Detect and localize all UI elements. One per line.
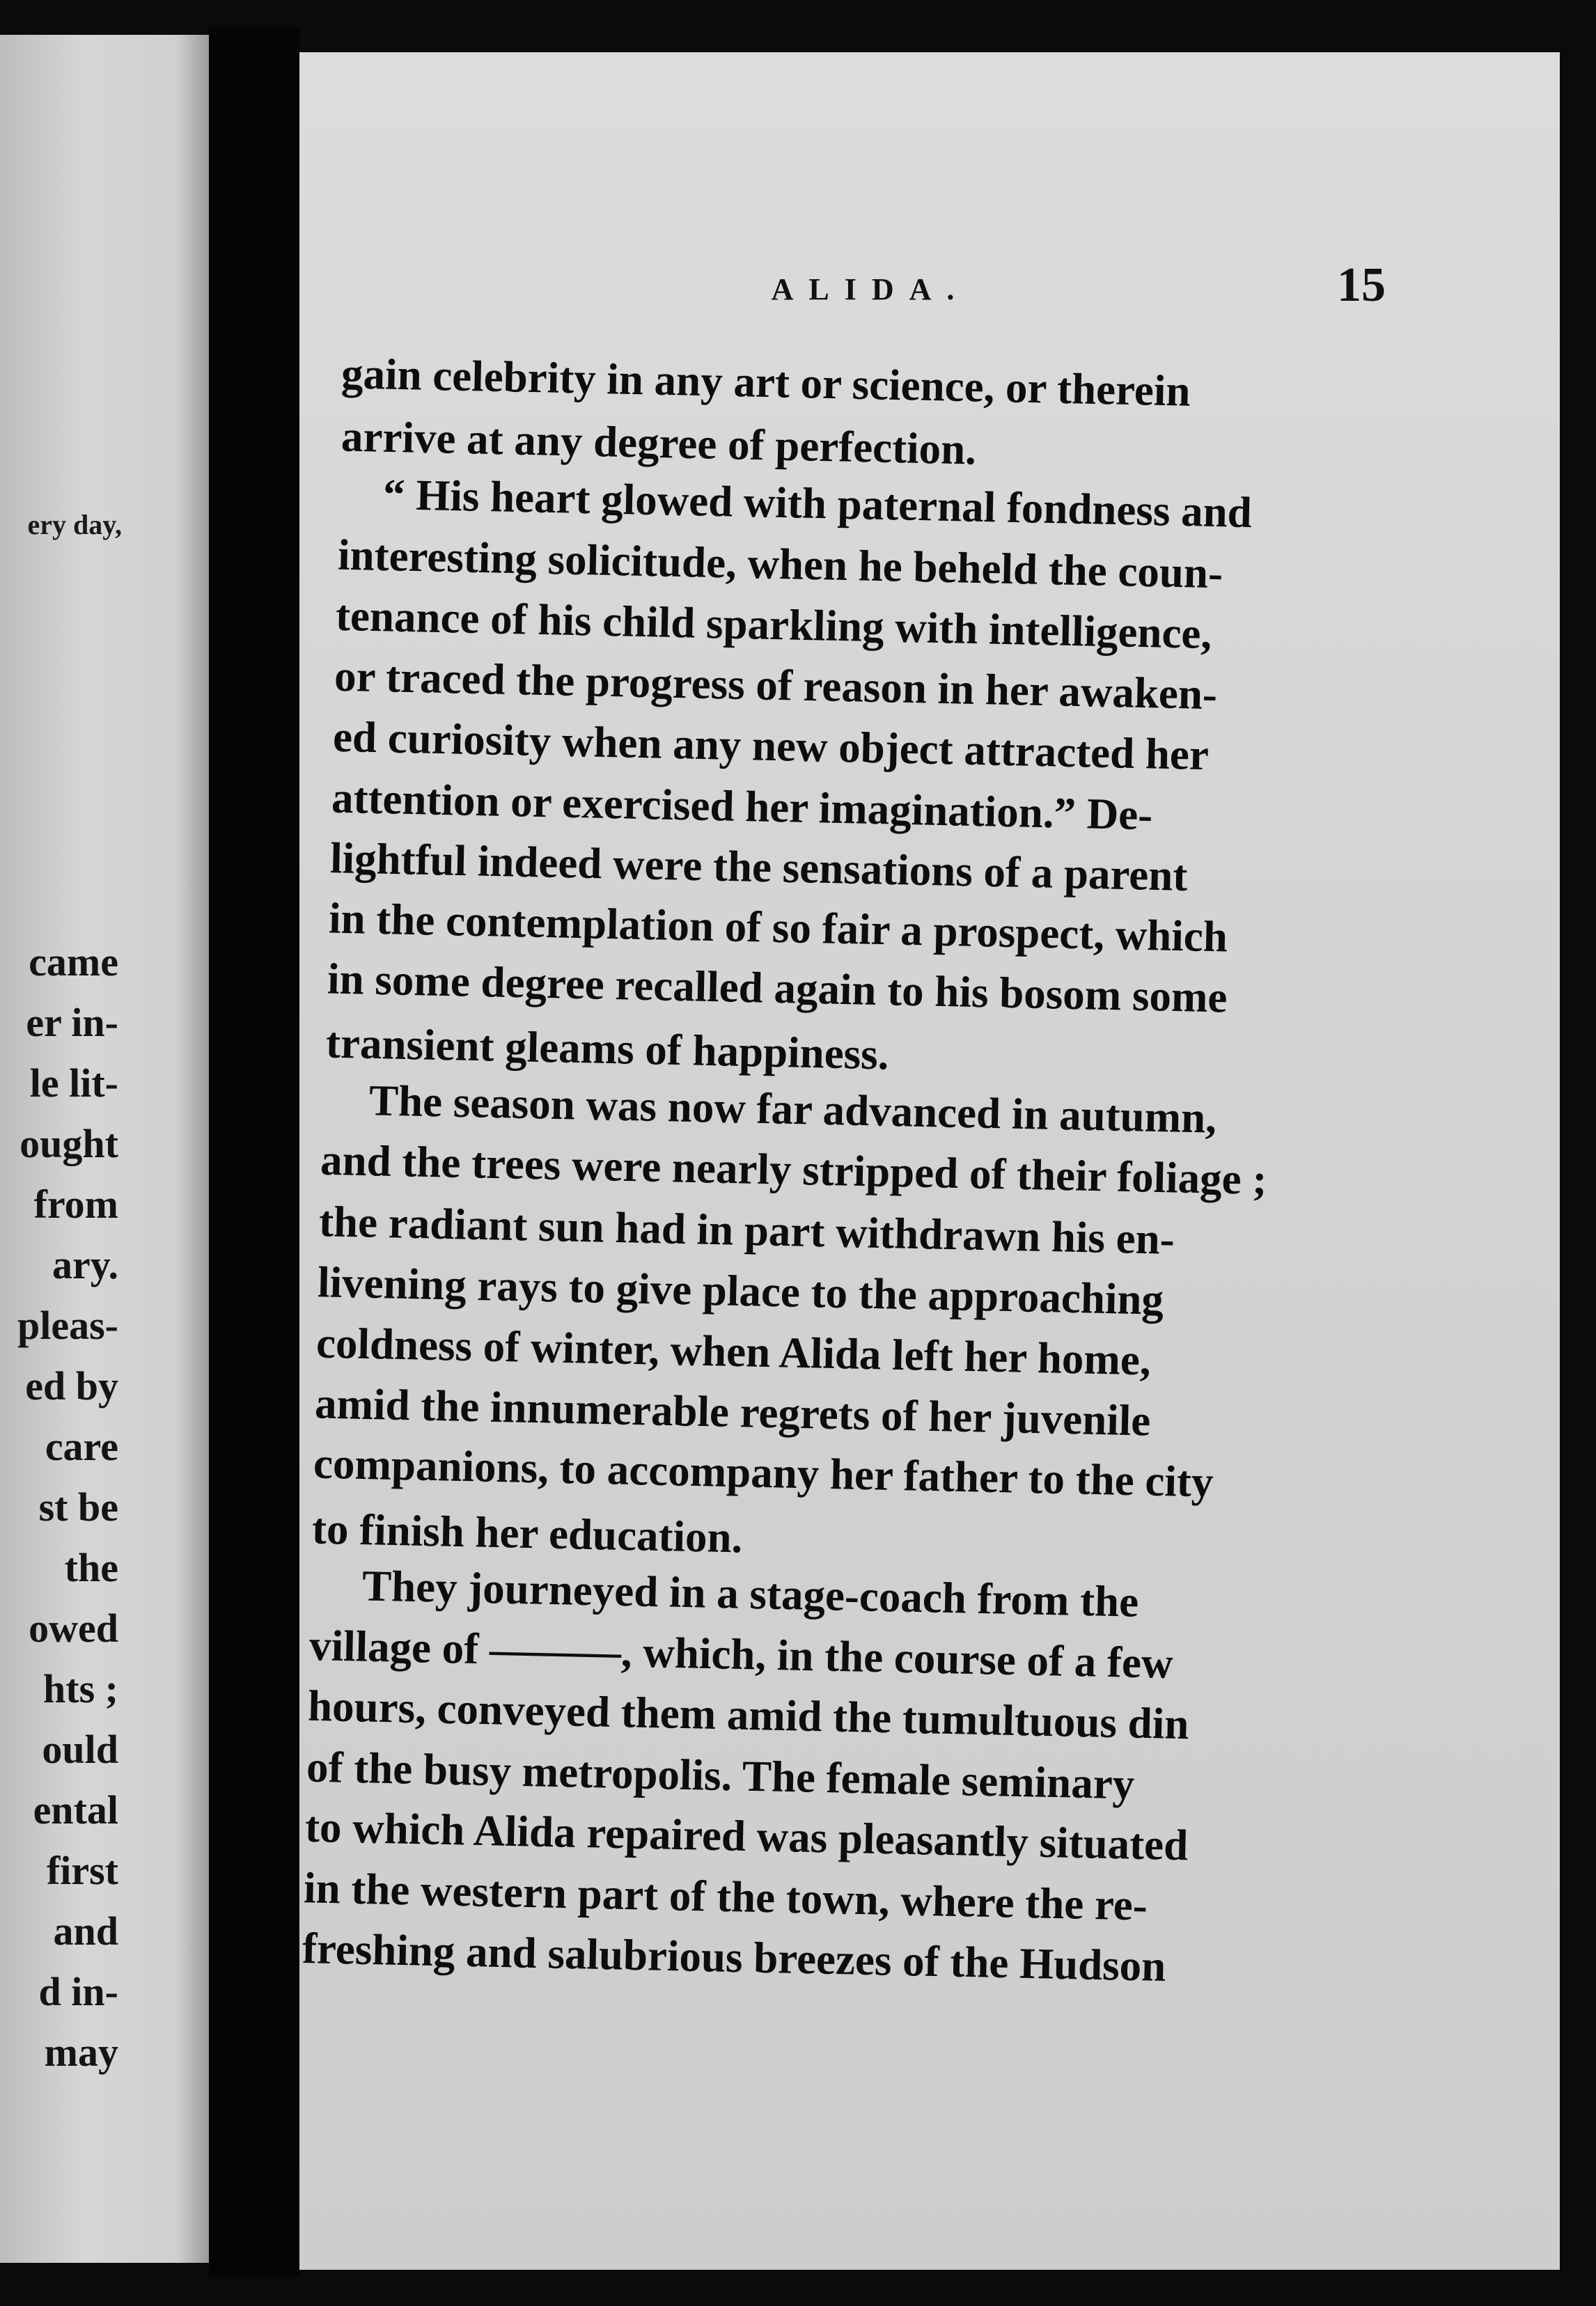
- left-page-fragment: er in-: [26, 1000, 118, 1045]
- left-page-fragment: hts ;: [43, 1666, 118, 1711]
- right-page: [299, 52, 1560, 2270]
- body-text-line: or traced the progress of reason in her awaken-: [334, 651, 1218, 719]
- left-page-fragment: ed by: [25, 1363, 118, 1409]
- left-page-fragment: owed: [29, 1606, 118, 1651]
- body-text-line: hours, conveyed them amid the tumultuous din: [307, 1681, 1190, 1749]
- body-text-line: transient gleams of happiness.: [325, 1018, 890, 1079]
- left-page-fragment: came: [29, 939, 118, 985]
- left-page: [0, 35, 209, 2263]
- body-text-line: to which Alida repaired was pleasantly situated: [304, 1802, 1189, 1870]
- body-text-line: interesting solicitude, when he beheld the coun-: [337, 530, 1223, 598]
- body-text-line: companions, to accompany her father to the city: [313, 1438, 1214, 1507]
- left-page-fragment: pleas-: [17, 1303, 118, 1348]
- body-text-line: in the contemplation of so fair a prospect, which: [328, 893, 1228, 962]
- body-text-line: tenance of his child sparkling with intelligence,: [335, 590, 1212, 659]
- body-text-line: “ His heart glowed with paternal fondness and: [382, 469, 1253, 538]
- body-text-line: and the trees were nearly stripped of their foliage ;: [320, 1135, 1268, 1205]
- body-text-line: in the western part of the town, where the re-: [303, 1863, 1148, 1930]
- body-text-line: lightful indeed were the sensations of a parent: [329, 833, 1189, 900]
- body-text-line: gain celebrity in any art or science, or therein: [341, 349, 1191, 416]
- book-gutter: [209, 28, 299, 2277]
- left-page-fragment: and: [53, 1908, 118, 1954]
- body-text-line: attention or exercised her imagination.” De-: [331, 773, 1153, 840]
- left-page-fragment: from: [33, 1182, 118, 1227]
- body-text-line: livening rays to give place to the approaching: [317, 1257, 1164, 1324]
- left-page-fragment: first: [46, 1848, 118, 1893]
- running-head: ALIDA.: [771, 272, 970, 306]
- body-text-line: ed curiosity when any new object attracted her: [332, 712, 1210, 780]
- page-number: 15: [1337, 258, 1386, 312]
- left-page-fragment: d in-: [38, 1969, 118, 2014]
- body-text-line: village of ———, which, in the course of a few: [308, 1621, 1174, 1688]
- left-page-top-fragment: ery day,: [27, 509, 122, 540]
- body-text-line: in some degree recalled again to his bosom some: [327, 954, 1228, 1022]
- left-page-fragment: le lit-: [29, 1060, 118, 1106]
- body-text-line: The season was now far advanced in autumn,: [368, 1076, 1217, 1143]
- body-text-line: the radiant sun had in part withdrawn his en-: [318, 1197, 1175, 1264]
- body-text-line: of the busy metropolis. The female seminary: [306, 1742, 1135, 1809]
- left-page-fragment: the: [64, 1545, 118, 1590]
- left-page-fragment: care: [45, 1424, 118, 1469]
- body-text-line: coldness of winter, when Alida left her home,: [315, 1318, 1152, 1385]
- body-text-line: They journeyed in a stage-coach from the: [361, 1561, 1139, 1626]
- left-page-fragment: ould: [42, 1727, 118, 1772]
- body-text-line: to finish her education.: [311, 1504, 744, 1562]
- left-page-fragment: ental: [33, 1787, 118, 1833]
- body-text-line: freshing and salubrious breezes of the Hudson: [302, 1924, 1166, 1991]
- body-text-line: amid the innumerable regrets of her juvenile: [314, 1379, 1152, 1445]
- left-page-fragment: ary.: [52, 1242, 118, 1287]
- left-page-fragment: st be: [38, 1484, 118, 1530]
- left-page-fragment: ought: [19, 1121, 118, 1166]
- body-text-line: arrive at any degree of perfection.: [341, 411, 977, 474]
- left-page-fragment: may: [44, 2030, 118, 2075]
